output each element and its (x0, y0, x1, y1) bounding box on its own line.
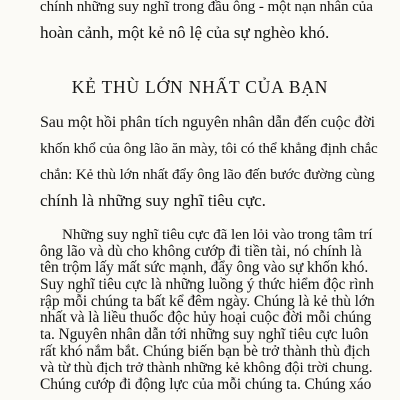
paragraph-1-line-4: chính là những suy nghĩ tiêu cực. (40, 191, 266, 210)
paragraph-1-line-2: khốn khổ của ông lão ăn mày, tôi có thể khẳng định chắc (40, 141, 378, 157)
section-heading: KẺ THÙ LỚN NHẤT CỦA BẠN (71, 77, 329, 97)
intro-line-2: hoàn cảnh, một kẻ nô lệ của sự nghèo khó. (40, 23, 330, 42)
paragraph-2-line-1: Những suy nghĩ tiêu cực đã len lỏi vào trong tâm trí (62, 226, 373, 243)
paragraph-2-line-8: rất khó nắm bắt. Chúng biến bạn bè trở thành thù địch (40, 342, 371, 360)
paragraph-2-line-6: nhất và là liều thuốc độc hủy hoại cuộc đời mỗi chúng (40, 309, 372, 327)
paragraph-2-line-4: Suy nghĩ tiêu cực là những luồng ý thức hiểm độc rình (40, 276, 374, 293)
paragraph-1-line-3: chắn: Kẻ thù lớn nhất đẩy ông lão đến bước đường cùng (40, 167, 375, 183)
paragraph-2-line-5: rập mỗi chúng ta bất kể đêm ngày. Chúng là kẻ thù lớn (40, 292, 375, 310)
paragraph-2-line-2: ông lão và dù cho không cướp đi tiền tài, nó chính là (40, 242, 362, 260)
paragraph-2-line-9: và từ thù địch trở thành những kẻ không đội trời chung. (40, 359, 373, 377)
paragraph-2-line-7: ta. Nguyên nhân dẫn tới những suy nghĩ tiêu cực luôn (40, 326, 369, 343)
paragraph-2-line-10: Chúng cướp đi động lực của mỗi chúng ta. Chúng xáo (40, 376, 372, 393)
paragraph-2-line-3: tên trộm lấy mất sức mạnh, đẩy ông vào sự khốn khó. (40, 259, 369, 277)
paragraph-1-line-1: Sau một hồi phân tích nguyên nhân dẫn đến cuộc đời (40, 114, 375, 131)
intro-line-1: chính những suy nghĩ trong đầu ông - một nạn nhân của (40, 0, 373, 15)
